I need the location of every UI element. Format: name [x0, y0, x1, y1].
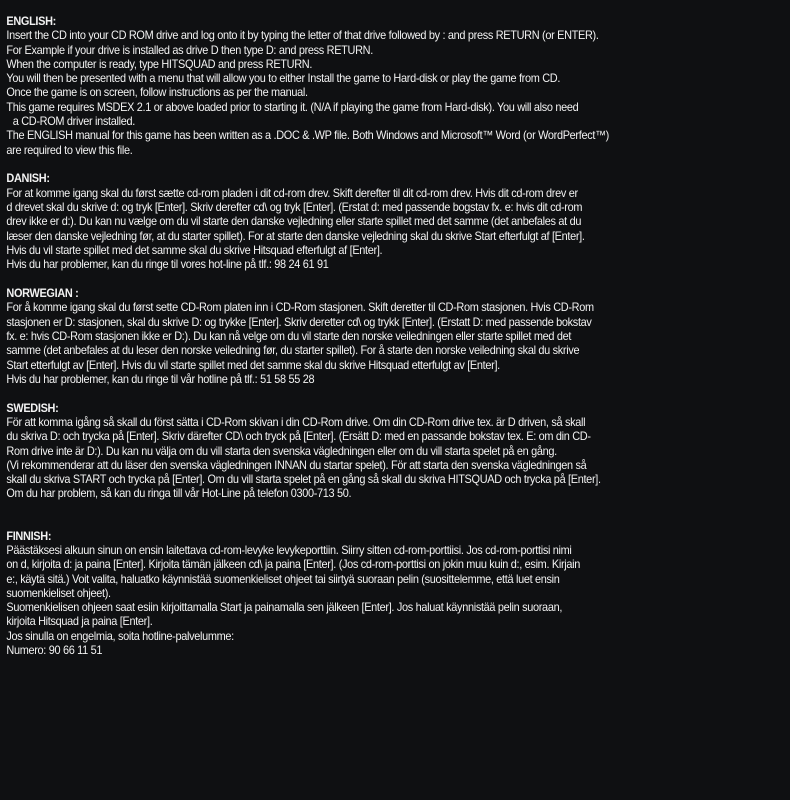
text-line: Päästäksesi alkuun sinun on ensin laitettava cd-rom-levyke levykeporttiin. Siirry sitten cd-rom-porttiisi. Jos cd-rom-porttisi nimi: [6, 543, 572, 557]
text-line: on d, kirjoita d: ja paina [Enter]. Kirjoita tämän jälkeen cd\ ja paina [Enter]. (Jos cd-rom-porttisi on jokin muu kuin d:, esim. Kirjain: [6, 557, 581, 572]
text-line: Insert the CD into your CD ROM drive and log onto it by typing the letter of that drive followed by : and press RETURN (or ENTER).: [6, 28, 599, 43]
text-line: The ENGLISH manual for this game has been written as a .DOC & .WP file. Both Windows and Microsoft™ Word (or WordPerfect™): [6, 128, 610, 143]
text-line: You will then be presented with a menu that will allow you to either Install the game to Hard-disk or play the game from CD.: [6, 71, 561, 86]
section-heading: DANISH:: [6, 171, 50, 186]
text-line: Hvis du vil starte spillet med det samme skal du skrive Hitsquad efterfulgt af [Enter].: [6, 242, 383, 257]
section-finnish: [6, 529, 780, 658]
text-line: Rom drive inte är D:). Du kan nu välja om du vill starta den svenska vägledningen eller om du vill starta spelet på en gång.: [6, 443, 557, 458]
text-line: For at komme igang skal du først sætte cd-rom pladen i dit cd-rom drev. Skift derefter til dit cd-rom drev. Hvis dit cd-rom drev er: [6, 185, 578, 200]
text-line: For å komme igang skal du først sette CD-Rom platen inn i CD-Rom stasjonen. Skift deretter til CD-Rom stasjonen. Hvis CD-Rom: [6, 300, 594, 315]
section-norwegian: [6, 286, 780, 386]
text-line: e:, käytä sitä.) Voit valita, haluatko käynnistää suomenkieliset ohjeet tai siirtyä suoraan pelin (suosittelemme, että luet ensin: [6, 571, 560, 586]
text-line: This game requires MSDEX 2.1 or above loaded prior to starting it. (N/A if playing the game from Hard-disk). You will also need: [6, 99, 579, 114]
text-line: a CD-ROM driver installed.: [12, 114, 135, 129]
text-line: du skriva D: och trycka på [Enter]. Skriv därefter CD\ och tryck på [Enter]. (Ersätt D: med en passande bokstav tex. E: om din CD-: [6, 429, 591, 444]
section-heading: SWEDISH:: [6, 400, 59, 415]
text-line: skall du skriva START och trycka på [Enter]. Om du vill starta spelet på en gång så skall du skriva HITSQUAD och trycka på [Enter].: [6, 472, 601, 487]
section-heading: ENGLISH:: [6, 14, 57, 28]
section-heading: NORWEGIAN :: [6, 286, 79, 301]
text-line: stasjonen er D: stasjonen, skal du skrive D: og trykke [Enter]. Skriv deretter cd\ og trykk [Enter]. (Erstatt D: med passende bokstav: [6, 314, 592, 329]
text-line: För att komma igång så skall du först sätta i CD-Rom skivan i din CD-Rom drive. Om din CD-Rom drive tex. är D driven, så skall: [6, 414, 586, 429]
text-line: Once the game is on screen, follow instructions as per the manual.: [6, 85, 308, 100]
text-line: Start etterfulgt av [Enter]. Hvis du vil starte spillet med det samme skal du skrive Hitsquad etterfulgt av [Enter].: [6, 357, 500, 372]
text-line: kirjoita Hitsquad ja paina [Enter].: [6, 614, 153, 629]
text-line: samme (det anbefales at du leser den norske veiledning før, du starter spillet). For å starte den norske veiledning skal du skrive: [6, 343, 580, 358]
text-line: (Vi rekommenderar att du läser den svenska vägledningen INNAN du startar spelet). För att starta den svenska vägledningen så: [6, 457, 587, 472]
text-line: Om du har problem, så kan du ringa till vår Hot-Line på telefon 0300-713 50.: [6, 486, 352, 501]
text-line: Hvis du har problemer, kan du ringe til vores hot-line på tlf.: 98 24 61 91: [6, 257, 329, 272]
text-line: suomenkieliset ohjeet).: [6, 585, 111, 600]
text-line: For Example if your drive is installed as drive D then type D: and press RETURN.: [6, 42, 373, 57]
text-line: Numero: 90 66 11 51: [6, 643, 103, 658]
text-line: Jos sinulla on engelmia, soita hotline-palvelumme:: [6, 628, 234, 643]
text-line: læser den danske vejledning før, at du starter spillet). For at starte den danske vejledning skal du skrive Start efterfulgt af [Enter].: [6, 228, 585, 243]
section-danish: [6, 171, 780, 271]
text-line: Hvis du har problemer, kan du ringe til vår hotline på tlf.: 51 58 55 28: [6, 371, 315, 386]
text-line: When the computer is ready, type HITSQUAD and press RETURN.: [6, 56, 313, 71]
text-line: d drevet skal du skrive d: og tryk [Enter]. Skriv derefter cd\ og tryk [Enter]. (Erstat d: med passende bogstav fx. e: hvis dit cd-rom: [6, 200, 583, 215]
text-line: are required to view this file.: [6, 142, 133, 157]
section-heading: FINNISH:: [6, 528, 52, 543]
section-swedish: [6, 401, 780, 501]
text-line: fx. e: hvis CD-Rom stasjonen ikke er D:). Du kan nå velge om du vil starte den norske veiledningen eller starte spillet med det: [6, 328, 572, 343]
text-line: Suomenkielisen ohjeen saat esiin kirjoittamalla Start ja painamalla sen jälkeen [Enter]. Jos haluat käynnistää pelin suoraan,: [6, 600, 563, 615]
section-english: [6, 14, 780, 157]
text-line: drev ikke er d:). Du kan nu vælge om du vil starte den danske vejledning eller starte spillet med det samme (det anbefales at du: [6, 214, 582, 229]
